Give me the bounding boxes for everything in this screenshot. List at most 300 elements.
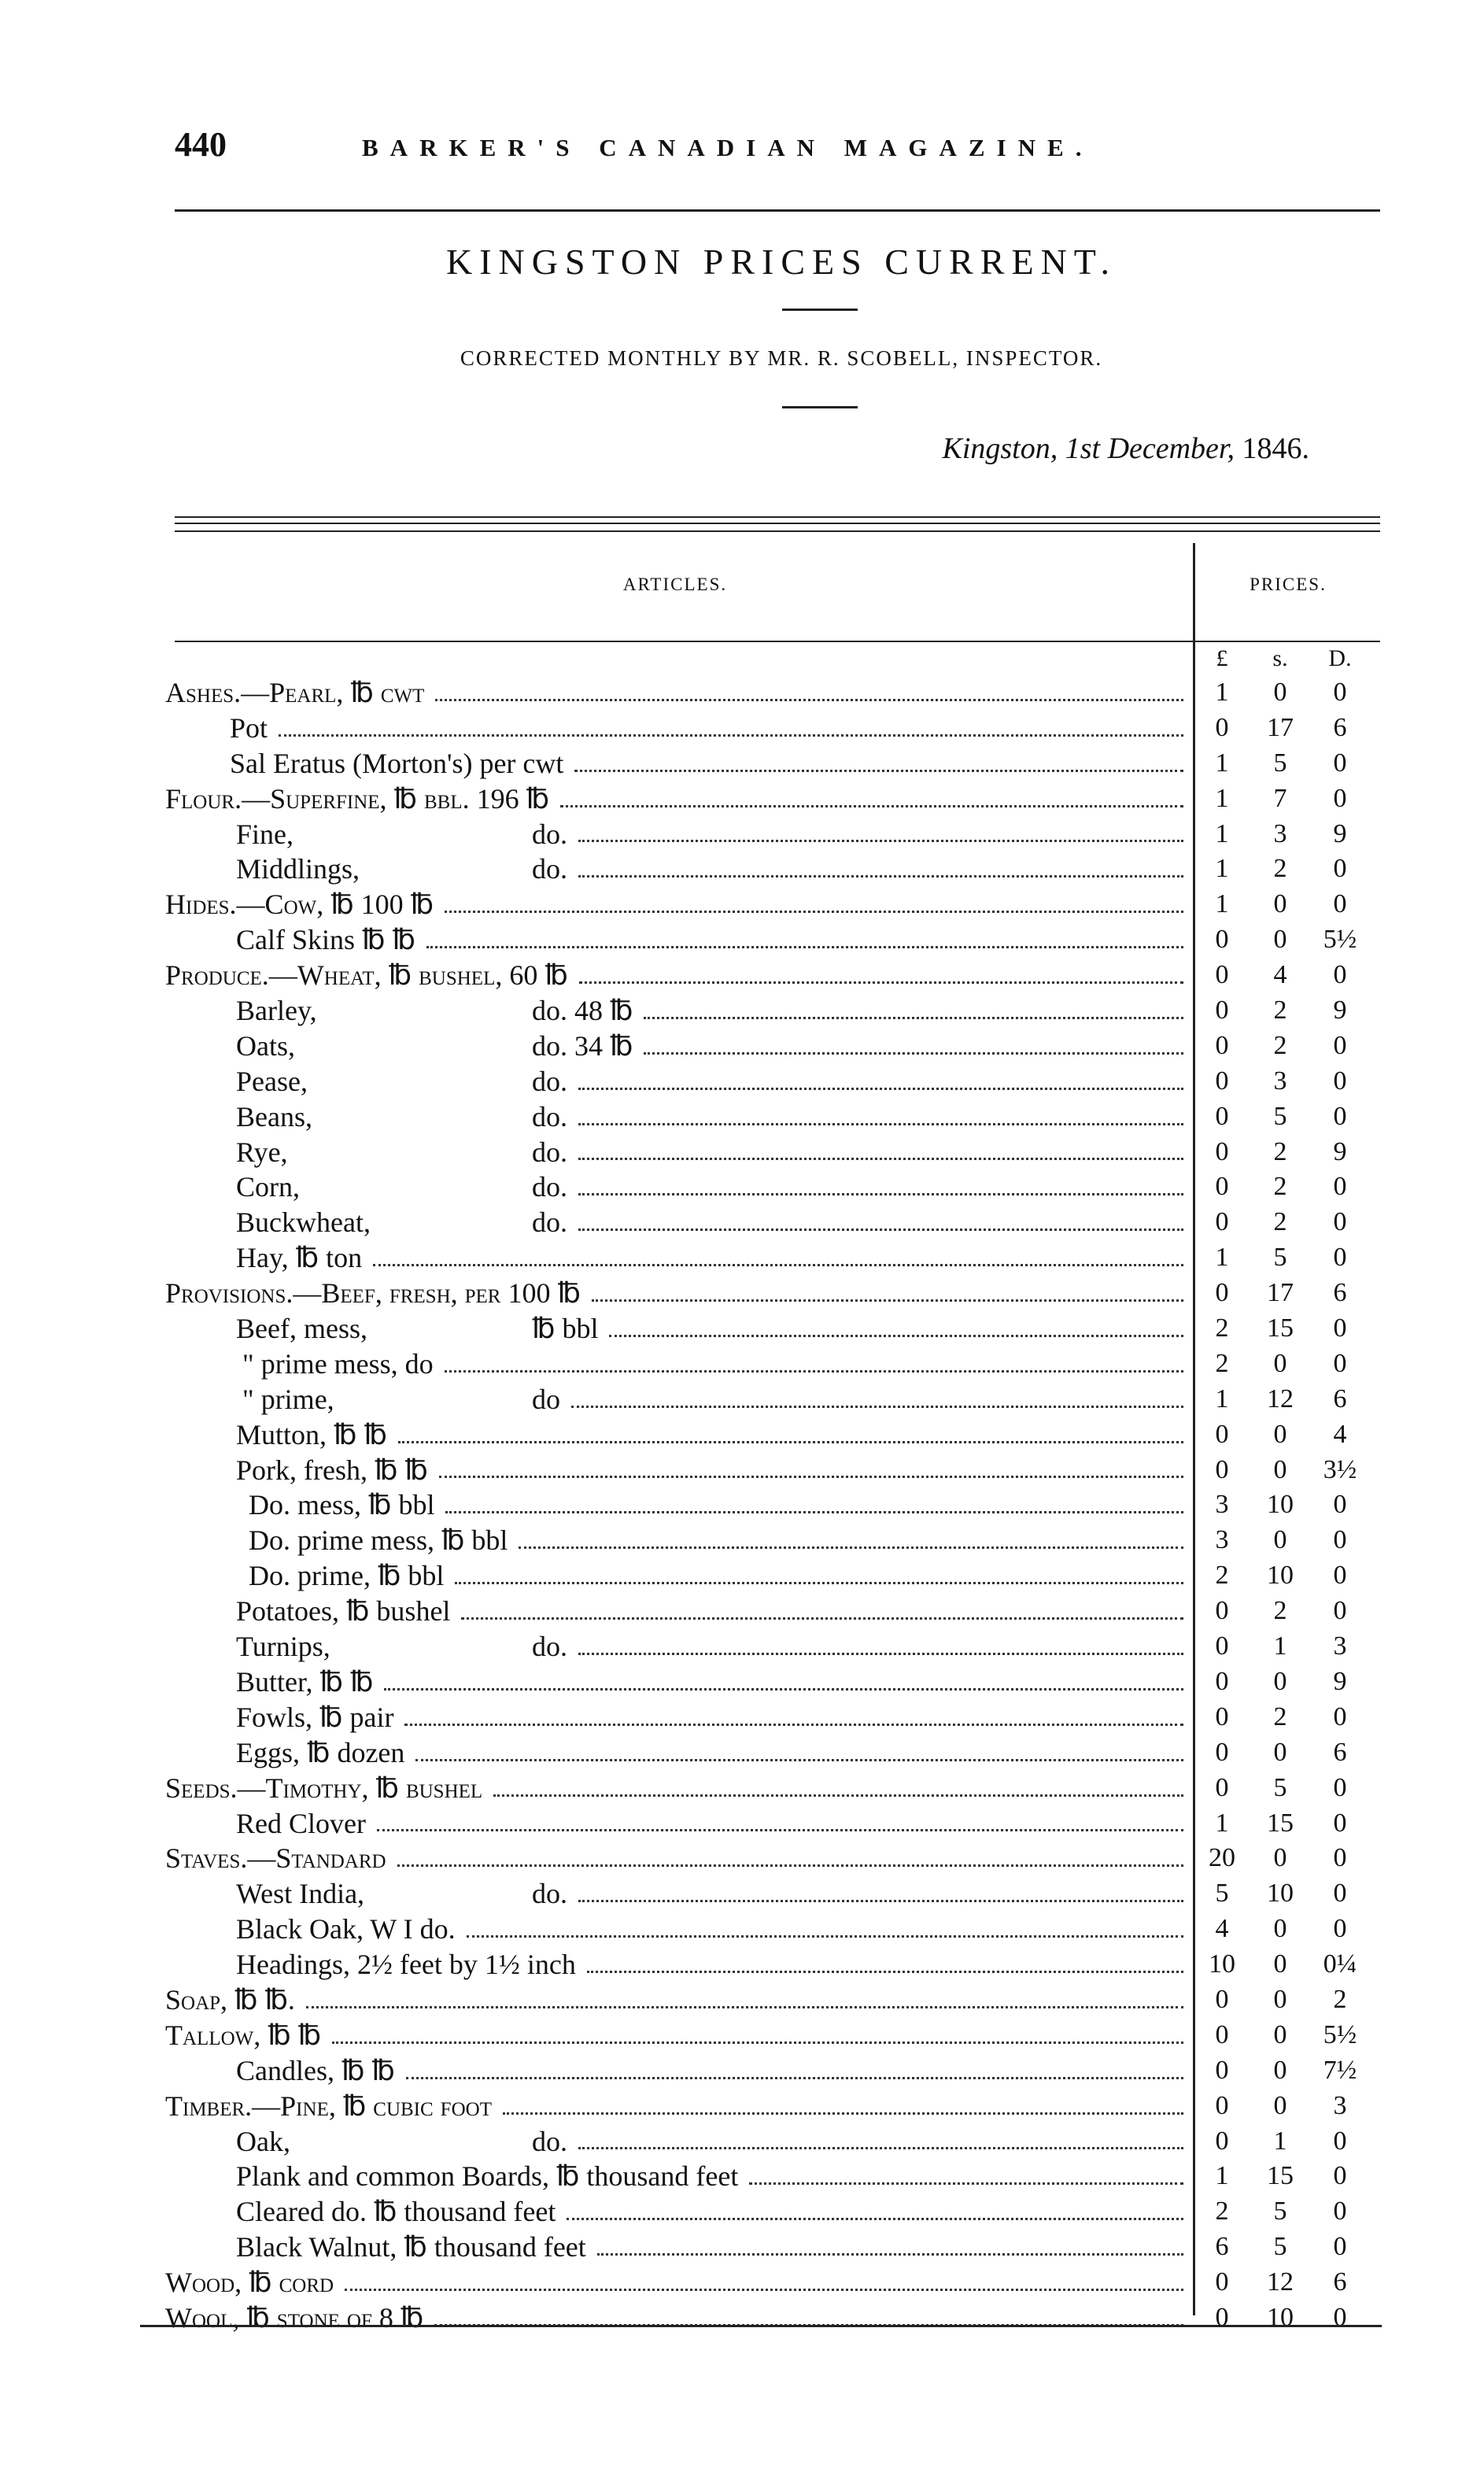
- table-row: [157, 1806, 1380, 1842]
- article-label: Ashes.—Pearl, ℔ cwt: [165, 677, 425, 708]
- prices-table: [157, 543, 1380, 2333]
- leader-dots: [597, 2230, 1183, 2265]
- table-row: [157, 887, 1380, 922]
- shillings-value: 5: [1273, 2197, 1287, 2226]
- pounds-value: 1: [1215, 678, 1229, 707]
- table-row: [157, 1594, 1380, 1629]
- leader-dots: [373, 1240, 1183, 1276]
- currency-units: [1196, 645, 1380, 677]
- pounds-value: 6: [1215, 2232, 1229, 2262]
- pence-value: 0: [1333, 1490, 1347, 1520]
- leader-dots: [578, 1135, 1183, 1170]
- article-unit: do.: [532, 1065, 567, 1097]
- pence-value: 0: [1333, 678, 1347, 707]
- pounds-value: 0: [1215, 1772, 1229, 1802]
- shillings-value: 15: [1267, 1808, 1294, 1838]
- pounds-value: 2: [1215, 2197, 1229, 2226]
- pounds-value: 20: [1209, 1843, 1235, 1873]
- article-label: Candles, ℔ ℔: [236, 2054, 395, 2086]
- head-rule: [175, 209, 1380, 212]
- table-row: [157, 1523, 1380, 1558]
- shillings-value: 10: [1267, 1879, 1294, 1909]
- table-row: [157, 1169, 1380, 1205]
- article-label: Plank and common Boards, ℔ thousand feet: [236, 2160, 739, 2193]
- pence-value: 0: [1333, 1914, 1347, 1944]
- title-rule: [782, 309, 858, 311]
- pounds-value: 10: [1209, 1949, 1235, 1979]
- article-unit: do.: [532, 1878, 567, 1910]
- article-label: Pease,: [236, 1065, 308, 1097]
- pounds-value: 2: [1215, 1348, 1229, 1378]
- article-unit: do.: [532, 1171, 567, 1203]
- pounds-value: 1: [1215, 1808, 1229, 1838]
- leader-dots: [493, 1771, 1183, 1806]
- pounds-value: 0: [1215, 2019, 1229, 2049]
- pounds-value: 1: [1215, 854, 1229, 884]
- leader-dots: [439, 1453, 1183, 1488]
- shillings-value: 0: [1273, 1914, 1287, 1944]
- article-label: Cleared do. ℔ thousand feet: [236, 2196, 556, 2228]
- table-row: [157, 1487, 1380, 1523]
- shillings-value: 10: [1267, 2302, 1294, 2332]
- subtitle: CORRECTED MONTHLY BY MR. R. SCOBELL, INSPECTOR.: [460, 346, 1103, 370]
- pounds-value: 0: [1215, 2126, 1229, 2156]
- running-head: BARKER'S CANADIAN MAGAZINE.: [362, 134, 1094, 161]
- article-label: Oats,: [236, 1029, 295, 1062]
- leader-dots: [578, 1099, 1183, 1135]
- shillings-value: 5: [1273, 1772, 1287, 1802]
- leader-dots: [578, 1876, 1183, 1912]
- pounds-value: 1: [1215, 889, 1229, 919]
- dateline-place: Kingston, 1st December,: [942, 432, 1235, 465]
- shillings-value: 12: [1267, 2267, 1294, 2297]
- pence-value: 0: [1333, 889, 1347, 919]
- article-label: Butter, ℔ ℔: [236, 1665, 374, 1698]
- table-row: [157, 2124, 1380, 2160]
- shillings-value: 2: [1273, 1702, 1287, 1731]
- leader-dots: [587, 1947, 1183, 1982]
- leader-dots: [592, 1276, 1183, 1311]
- table-row: [157, 1417, 1380, 1453]
- pence-value: 0: [1333, 1172, 1347, 1202]
- pence-value: 6: [1333, 2267, 1347, 2297]
- articles-header: ARTICLES.: [622, 575, 728, 594]
- shillings-value: 17: [1267, 1278, 1294, 1308]
- leader-dots: [503, 2089, 1183, 2124]
- article-label: Headings, 2½ feet by 1½ inch: [236, 1949, 576, 1981]
- pence-value: 0: [1333, 1030, 1347, 1060]
- leader-dots: [467, 1912, 1183, 1947]
- pence-value: 0: [1333, 2161, 1347, 2191]
- shillings-value: 12: [1267, 1384, 1294, 1413]
- article-label: Fine,: [236, 818, 294, 850]
- leader-dots: [434, 2300, 1183, 2336]
- pounds-unit: £: [1216, 645, 1228, 671]
- leader-dots: [406, 2053, 1183, 2089]
- leader-dots: [578, 1205, 1183, 1240]
- article-label: Potatoes, ℔ bushel: [236, 1595, 451, 1628]
- table-row: [157, 1947, 1380, 1982]
- article-label: Calf Skins ℔ ℔: [236, 924, 415, 956]
- leader-dots: [455, 1558, 1183, 1594]
- pence-value: 6: [1333, 712, 1347, 742]
- article-label: Oak,: [236, 2125, 290, 2157]
- table-row: [157, 1135, 1380, 1170]
- pence-value: 5½: [1323, 925, 1357, 955]
- article-unit: do.: [532, 1206, 567, 1239]
- shillings-value: 0: [1273, 889, 1287, 919]
- article-label: Turnips,: [236, 1631, 330, 1663]
- leader-dots: [415, 1735, 1183, 1771]
- article-label: Tallow, ℔ ℔: [165, 2019, 322, 2051]
- shillings-value: 4: [1273, 960, 1287, 990]
- header-rule: [175, 641, 1380, 642]
- shillings-value: 0: [1273, 1737, 1287, 1767]
- pounds-value: 0: [1215, 925, 1229, 955]
- shillings-value: 15: [1267, 1314, 1294, 1343]
- shillings-value: 10: [1267, 1561, 1294, 1591]
- pounds-value: 0: [1215, 1030, 1229, 1060]
- pounds-value: 0: [1215, 1737, 1229, 1767]
- pounds-value: 0: [1215, 1066, 1229, 1096]
- pence-value: 0: [1333, 2302, 1347, 2332]
- shillings-value: 5: [1273, 748, 1287, 778]
- pounds-value: 4: [1215, 1914, 1229, 1944]
- pence-value: 0: [1333, 748, 1347, 778]
- table-row: [157, 2018, 1380, 2053]
- pence-value: 3: [1333, 2090, 1347, 2120]
- leader-dots: [279, 711, 1183, 746]
- pence-value: 0: [1333, 1879, 1347, 1909]
- article-label: West India,: [236, 1878, 365, 1910]
- table-row: [157, 1700, 1380, 1735]
- article-unit: do.: [532, 853, 567, 885]
- shillings-value: 0: [1273, 1419, 1287, 1449]
- pence-value: 3½: [1323, 1454, 1357, 1484]
- table-row: [157, 1064, 1380, 1099]
- article-label: Middlings,: [236, 853, 360, 885]
- leader-dots: [398, 1417, 1183, 1453]
- pounds-value: 0: [1215, 1136, 1229, 1166]
- table-row: [157, 852, 1380, 887]
- table-row: [157, 1558, 1380, 1594]
- shillings-value: 0: [1273, 2019, 1287, 2049]
- article-label: Black Walnut, ℔ thousand feet: [236, 2231, 586, 2263]
- table-row: [157, 1841, 1380, 1876]
- shillings-unit: s.: [1272, 645, 1288, 671]
- article-label: Hides.—Cow, ℔ 100 ℔: [165, 889, 434, 921]
- leader-dots: [445, 887, 1183, 922]
- leader-dots: [377, 1806, 1183, 1842]
- page-number: 440: [175, 125, 227, 164]
- pounds-value: 0: [1215, 1419, 1229, 1449]
- pounds-value: 0: [1215, 1101, 1229, 1131]
- article-label: Flour.—Superfine, ℔ bbl. 196 ℔: [165, 782, 550, 815]
- pounds-value: 0: [1215, 1278, 1229, 1308]
- pounds-value: 0: [1215, 1984, 1229, 2014]
- leader-dots: [306, 1982, 1183, 2018]
- shillings-value: 0: [1273, 1984, 1287, 2014]
- shillings-value: 2: [1273, 1136, 1287, 1166]
- table-row: [157, 782, 1380, 817]
- leader-dots: [571, 1382, 1183, 1417]
- pence-value: 4: [1333, 1419, 1347, 1449]
- shillings-value: 3: [1273, 818, 1287, 848]
- pounds-value: 3: [1215, 1490, 1229, 1520]
- shillings-value: 5: [1273, 2232, 1287, 2262]
- leader-dots: [578, 1169, 1183, 1205]
- shillings-value: 2: [1273, 1207, 1287, 1237]
- pence-value: 5½: [1323, 2019, 1357, 2049]
- leader-dots: [404, 1700, 1183, 1735]
- article-label: Timber.—Pine, ℔ cubic foot: [165, 2090, 492, 2122]
- table-row: [157, 2300, 1380, 2336]
- article-label: Red Clover: [236, 1807, 366, 1839]
- pounds-value: 2: [1215, 1314, 1229, 1343]
- pence-value: 6: [1333, 1384, 1347, 1413]
- pence-value: 0¼: [1323, 1949, 1357, 1979]
- article-label: " prime,: [242, 1383, 334, 1415]
- article-unit: do.: [532, 2125, 567, 2157]
- table-row: [157, 746, 1380, 782]
- shillings-value: 5: [1273, 1101, 1287, 1131]
- leader-dots: [519, 1523, 1183, 1558]
- article-label: Staves.—Standard: [165, 1842, 386, 1875]
- pence-value: 9: [1333, 1136, 1347, 1166]
- leader-dots: [397, 1841, 1183, 1876]
- leader-dots: [644, 1029, 1183, 1064]
- pence-value: 0: [1333, 1066, 1347, 1096]
- article-label: Black Oak, W I do.: [236, 1913, 456, 1945]
- article-label: Beans,: [236, 1100, 312, 1133]
- shillings-value: 1: [1273, 2126, 1287, 2156]
- article-unit: do.: [532, 1631, 567, 1663]
- article-label: Do. prime mess, ℔ bbl: [249, 1524, 508, 1557]
- shillings-value: 0: [1273, 2090, 1287, 2120]
- article-unit: do.: [532, 1100, 567, 1133]
- pence-value: 6: [1333, 1737, 1347, 1767]
- leader-dots: [609, 1311, 1183, 1347]
- pounds-value: 3: [1215, 1525, 1229, 1555]
- shillings-value: 1: [1273, 1631, 1287, 1661]
- leader-dots: [578, 817, 1183, 852]
- article-unit: do. 34 ℔: [532, 1029, 633, 1062]
- shillings-value: 10: [1267, 1490, 1294, 1520]
- shillings-value: 0: [1273, 1454, 1287, 1484]
- pounds-value: 1: [1215, 1384, 1229, 1413]
- leader-dots: [578, 1629, 1183, 1665]
- table-row: [157, 1665, 1380, 1700]
- leader-dots: [461, 1594, 1183, 1629]
- shillings-value: 0: [1273, 1525, 1287, 1555]
- pounds-value: 0: [1215, 1172, 1229, 1202]
- pounds-value: 0: [1215, 712, 1229, 742]
- pounds-value: 5: [1215, 1879, 1229, 1909]
- pounds-value: 0: [1215, 1702, 1229, 1731]
- table-row: [157, 817, 1380, 852]
- leader-dots: [445, 1347, 1183, 1382]
- pence-value: 0: [1333, 1808, 1347, 1838]
- pence-value: 0: [1333, 2232, 1347, 2262]
- pounds-value: 1: [1215, 783, 1229, 813]
- table-row: [157, 922, 1380, 958]
- table-row: [157, 1735, 1380, 1771]
- table-top-rule-2: [175, 523, 1380, 524]
- leader-dots: [426, 922, 1183, 958]
- leader-dots: [332, 2018, 1183, 2053]
- shillings-value: 0: [1273, 1348, 1287, 1378]
- shillings-value: 15: [1267, 2161, 1294, 2191]
- article-label: Corn,: [236, 1171, 300, 1203]
- pounds-value: 0: [1215, 2267, 1229, 2297]
- pence-value: 0: [1333, 2126, 1347, 2156]
- pence-value: 0: [1333, 1525, 1347, 1555]
- shillings-value: 0: [1273, 1843, 1287, 1873]
- pence-value: 9: [1333, 1666, 1347, 1696]
- table-row: [157, 1771, 1380, 1806]
- article-label: Seeds.—Timothy, ℔ bushel: [165, 1772, 483, 1804]
- table-row: [157, 1912, 1380, 1947]
- article-label: Hay, ℔ ton: [236, 1242, 363, 1274]
- table-row: [157, 1240, 1380, 1276]
- pence-value: 0: [1333, 1243, 1347, 1273]
- pounds-value: 0: [1215, 2090, 1229, 2120]
- table-row: [157, 1382, 1380, 1417]
- table-row: [157, 993, 1380, 1029]
- pence-value: 0: [1333, 1843, 1347, 1873]
- pence-value: 3: [1333, 1631, 1347, 1661]
- table-row: [157, 2230, 1380, 2265]
- table-row: [157, 1876, 1380, 1912]
- table-row: [157, 1205, 1380, 1240]
- table-row: [157, 2089, 1380, 2124]
- table-row: [157, 1029, 1380, 1064]
- article-label: " prime mess, do: [242, 1347, 434, 1380]
- leader-dots: [578, 2124, 1183, 2160]
- table-top-rule-3: [175, 530, 1380, 532]
- pounds-value: 1: [1215, 818, 1229, 848]
- table-row: [157, 1099, 1380, 1135]
- article-label: Rye,: [236, 1136, 288, 1168]
- article-unit: do. 48 ℔: [532, 995, 633, 1027]
- pence-value: 0: [1333, 854, 1347, 884]
- article-label: Mutton, ℔ ℔: [236, 1418, 387, 1450]
- leader-dots: [345, 2265, 1183, 2300]
- table-bottom-rule: [140, 2325, 1382, 2327]
- shillings-value: 0: [1273, 1666, 1287, 1696]
- shillings-value: 0: [1273, 925, 1287, 955]
- pence-value: 0: [1333, 783, 1347, 813]
- pence-value: 7½: [1323, 2055, 1357, 2085]
- pounds-value: 0: [1215, 2055, 1229, 2085]
- table-row: [157, 2053, 1380, 2089]
- leader-dots: [384, 1665, 1183, 1700]
- article-label: Pot: [230, 711, 268, 744]
- table-row: [157, 711, 1380, 746]
- subtitle-rule: [782, 406, 858, 408]
- table-top-rule: [175, 516, 1380, 518]
- shillings-value: 2: [1273, 996, 1287, 1025]
- page-title: KINGSTON PRICES CURRENT.: [446, 242, 1117, 282]
- pounds-value: 1: [1215, 2161, 1229, 2191]
- table-row: [157, 1311, 1380, 1347]
- article-label: Soap, ℔ ℔.: [165, 1983, 295, 2016]
- pounds-value: 0: [1215, 960, 1229, 990]
- shillings-value: 0: [1273, 1949, 1287, 1979]
- table-row: [157, 2159, 1380, 2194]
- pounds-value: 0: [1215, 2302, 1229, 2332]
- article-label: Buckwheat,: [236, 1206, 371, 1239]
- article-label: Sal Eratus (Morton's) per cwt: [230, 747, 564, 779]
- article-unit: do.: [532, 1136, 567, 1168]
- pounds-value: 0: [1215, 996, 1229, 1025]
- pounds-value: 0: [1215, 1596, 1229, 1626]
- pence-value: 0: [1333, 1207, 1347, 1237]
- prices-header: PRICES.: [1250, 575, 1327, 594]
- table-row: [157, 1982, 1380, 2018]
- pence-value: 0: [1333, 1772, 1347, 1802]
- pounds-value: 1: [1215, 748, 1229, 778]
- article-label: Fowls, ℔ pair: [236, 1701, 394, 1733]
- article-label: Provisions.—Beef, fresh, per 100 ℔: [165, 1277, 581, 1310]
- leader-dots: [560, 782, 1183, 817]
- article-label: Barley,: [236, 995, 317, 1027]
- pence-value: 0: [1333, 1101, 1347, 1131]
- article-label: Eggs, ℔ dozen: [236, 1736, 405, 1768]
- leader-dots: [749, 2159, 1183, 2194]
- pounds-value: 0: [1215, 1454, 1229, 1484]
- article-label: Do. mess, ℔ bbl: [249, 1489, 435, 1521]
- pence-value: 0: [1333, 1596, 1347, 1626]
- dateline: [942, 431, 1309, 466]
- shillings-value: 2: [1273, 854, 1287, 884]
- pence-value: 0: [1333, 960, 1347, 990]
- table-row: [157, 1453, 1380, 1488]
- shillings-value: 17: [1267, 712, 1294, 742]
- price-rows: [157, 675, 1380, 2336]
- pence-value: 9: [1333, 996, 1347, 1025]
- article-label: Pork, fresh, ℔ ℔: [236, 1454, 428, 1486]
- table-row: [157, 958, 1380, 993]
- shillings-value: 2: [1273, 1172, 1287, 1202]
- article-label: Produce.—Wheat, ℔ bushel, 60 ℔: [165, 959, 568, 992]
- pounds-value: 1: [1215, 1243, 1229, 1273]
- pence-value: 6: [1333, 1278, 1347, 1308]
- article-label: Do. prime, ℔ bbl: [249, 1560, 445, 1592]
- leader-dots: [644, 993, 1183, 1029]
- leader-dots: [445, 1487, 1183, 1523]
- dateline-year: 1846.: [1235, 432, 1309, 465]
- table-row: [157, 2194, 1380, 2230]
- table-row: [157, 1276, 1380, 1311]
- shillings-value: 5: [1273, 1243, 1287, 1273]
- table-row: [157, 1347, 1380, 1382]
- shillings-value: 2: [1273, 1030, 1287, 1060]
- shillings-value: 0: [1273, 678, 1287, 707]
- article-unit: do: [532, 1383, 560, 1415]
- pounds-value: 2: [1215, 1561, 1229, 1591]
- pence-value: 0: [1333, 1314, 1347, 1343]
- leader-dots: [574, 746, 1183, 782]
- pence-value: 0: [1333, 1561, 1347, 1591]
- shillings-value: 0: [1273, 2055, 1287, 2085]
- pence-unit: D.: [1328, 645, 1352, 671]
- shillings-value: 3: [1273, 1066, 1287, 1096]
- table-row: [157, 2265, 1380, 2300]
- article-unit: do.: [532, 818, 567, 850]
- pence-value: 0: [1333, 2197, 1347, 2226]
- article-label: Beef, mess,: [236, 1313, 367, 1345]
